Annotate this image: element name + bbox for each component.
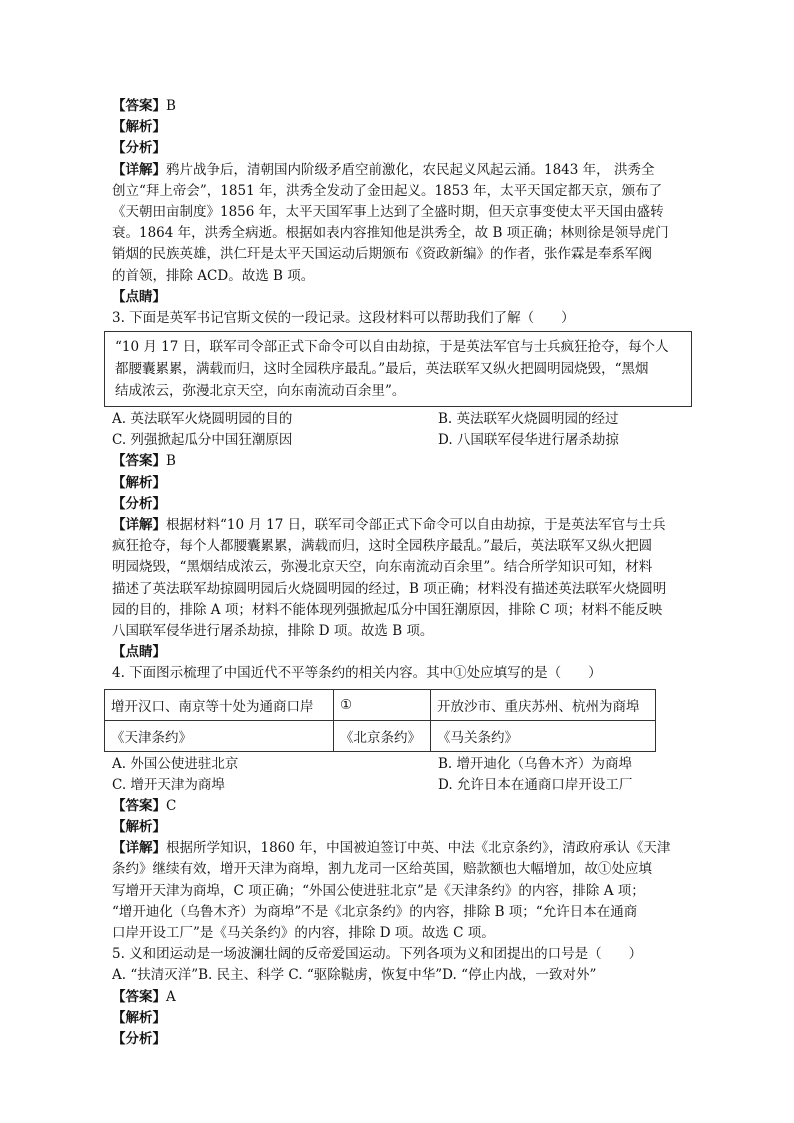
q3-detail-line: 疯狂抢夺，每个人都腰囊累累，满载而归，这时全园秩序最乱。”最后，英法联军又纵火把圆 xyxy=(112,538,653,555)
q3-detail-line: 园的目的，排除 A 项；材料不能体现列强掀起瓜分中国狂潮原因，排除 C 项；材料不能反映 xyxy=(112,601,663,618)
q3-analysis-label: 【解析】 xyxy=(112,474,166,491)
q4-detail-line: 口岸开设工厂”是《马关条约》的内容，排除 D 项。故选 C 项。 xyxy=(112,925,495,941)
table-cell: 《北京条约》 xyxy=(334,720,431,751)
table-cell: 增开汉口、南京等十处为通商口岸 xyxy=(105,689,334,720)
q3-detail-line: 明园烧毁，“黑烟结成浓云，弥漫北京天空，向东南流动百余里”。结合所学知识可知，材料 xyxy=(112,559,653,576)
q3-material-line: 结成浓云，弥漫北京天空，向东南流动百余里”。 xyxy=(115,383,406,400)
q4-option-d: D. 允许日本在通商口岸开设工厂 xyxy=(438,776,633,793)
q5-answer: 【答案】A xyxy=(112,988,176,1005)
q2-comment-label: 【点睛】 xyxy=(112,288,166,305)
q4-answer: 【答案】C xyxy=(112,797,177,814)
q3-options xyxy=(112,409,692,451)
q3-answer: 【答案】B xyxy=(112,453,176,470)
q3-detail-line: 【详解】根据材料“10 月 17 日，联军司令部正式下命令可以自由劫掠，于是英法军官与士兵 xyxy=(112,517,666,533)
document-page xyxy=(112,96,692,1050)
q3-material-box xyxy=(104,331,692,407)
q4-detail-line: 写增开天津为商埠，C 项正确；“外国公使进驻北京”是《天津条约》的内容，排除 A 项； xyxy=(112,882,645,899)
q4-treaty-table xyxy=(104,689,656,752)
q3-option-a: A. 英法联军火烧圆明园的目的 xyxy=(112,411,293,428)
q3-material-line: “10 月 17 日，联军司令部正式下命令可以自由劫掠，于是英法军官与士兵疯狂抢夺，每个人 xyxy=(115,339,669,356)
q2-detail-line: 创立“拜上帝会”，1851 年，洪秀全发动了金田起义。1853 年，太平天国定都天京，颁布了 xyxy=(112,182,663,199)
q4-option-a: A. 外国公使进驻北京 xyxy=(112,755,239,772)
q2-analysis-label: 【解析】 xyxy=(112,119,166,136)
table-cell: 开放沙市、重庆苏州、杭州为商埠 xyxy=(431,689,656,720)
q4-option-b: B. 增开迪化（乌鲁木齐）为商埠 xyxy=(438,755,633,772)
q5-options: A. “扶清灭洋”B. 民主、科学 C. “驱除鞑虏，恢复中华”D. “停止内战，一致对外” xyxy=(112,967,597,984)
q3-detail-line: 描述了英法联军劫掠圆明园后火烧圆明园的经过，B 项正确；材料没有描述英法联军火烧圆明 xyxy=(112,580,667,597)
q5-stem: 5. 义和团运动是一场波澜壮阔的反帝爱国运动。下列各项为义和团提出的口号是（ ） xyxy=(112,946,643,963)
q2-detail-line: 销烟的民族英雄，洪仁玕是太平天国运动后期颁布《资政新编》的作者，张作霖是奉系军阀 xyxy=(112,246,652,263)
q4-analysis-label: 【解析】 xyxy=(112,819,166,836)
q3-option-b: B. 英法联军火烧圆明园的经过 xyxy=(438,411,619,428)
q3-material-line: 都腰囊累累，满载而归，这时全园秩序最乱。”最后，英法联军又纵火把圆明园烧毁，“黑烟 xyxy=(115,361,649,378)
q3-option-c: C. 列强掀起瓜分中国狂潮原因 xyxy=(112,432,293,449)
q4-options xyxy=(112,754,692,796)
table-cell: 《天津条约》 xyxy=(105,720,334,751)
q5-analysis-label: 【解析】 xyxy=(112,1009,166,1026)
q5-fenxi-label: 【分析】 xyxy=(112,1030,166,1047)
q2-answer: 【答案】B xyxy=(112,98,176,114)
q3-stem: 3. 下面是英军书记官斯文侯的一段记录。这段材料可以帮助我们了解（ ） xyxy=(112,309,575,326)
q3-fenxi-label: 【分析】 xyxy=(112,495,166,512)
q2-detail-line: 的首领，排除 ACD。故选 B 项。 xyxy=(112,267,315,284)
q2-fenxi-label: 【分析】 xyxy=(112,140,166,157)
q4-detail-line: 【详解】根据所学知识，1860 年，中国被迫签订中英、中法《北京条约》，清政府承认《天津 xyxy=(112,840,671,857)
q3-detail-line: 八国联军侵华进行屠杀劫掠，排除 D 项。故选 B 项。 xyxy=(112,622,434,639)
q4-detail-line: 条约》继续有效，增开天津为商埠，割九龙司一区给英国，赔款额也大幅增加，故①处应填 xyxy=(112,861,652,878)
q4-option-c: C. 增开天津为商埠 xyxy=(112,776,225,793)
table-cell: 《马关条约》 xyxy=(431,720,656,751)
q3-option-d: D. 八国联军侵华进行屠杀劫掠 xyxy=(438,432,619,449)
q2-detail-line: 【详解】鸦片战争后，清朝国内阶级矛盾空前激化，农民起义风起云涌。1843 年， 洪秀全 xyxy=(112,161,655,178)
q2-detail-line: 衰。1864 年，洪秀全病逝。根据如表内容推知他是洪秀全，故 B 项正确；林则徐是领导虎门 xyxy=(112,225,669,242)
q2-detail-line: 《天朝田亩制度》1856 年，太平天国军事上达到了全盛时期，但天京事变使太平天国由盛转 xyxy=(112,203,664,220)
q4-stem: 4. 下面图示梳理了中国近代不平等条约的相关内容。其中①处应填写的是（ ） xyxy=(112,665,602,682)
q3-comment-label: 【点睛】 xyxy=(112,644,166,661)
table-row xyxy=(105,689,656,720)
table-cell: ① xyxy=(334,689,431,720)
table-row xyxy=(105,720,656,751)
q4-detail-line: “增开迪化（乌鲁木齐）为商埠”不是《北京条约》的内容，排除 B 项；“允许日本在通商 xyxy=(112,903,638,920)
